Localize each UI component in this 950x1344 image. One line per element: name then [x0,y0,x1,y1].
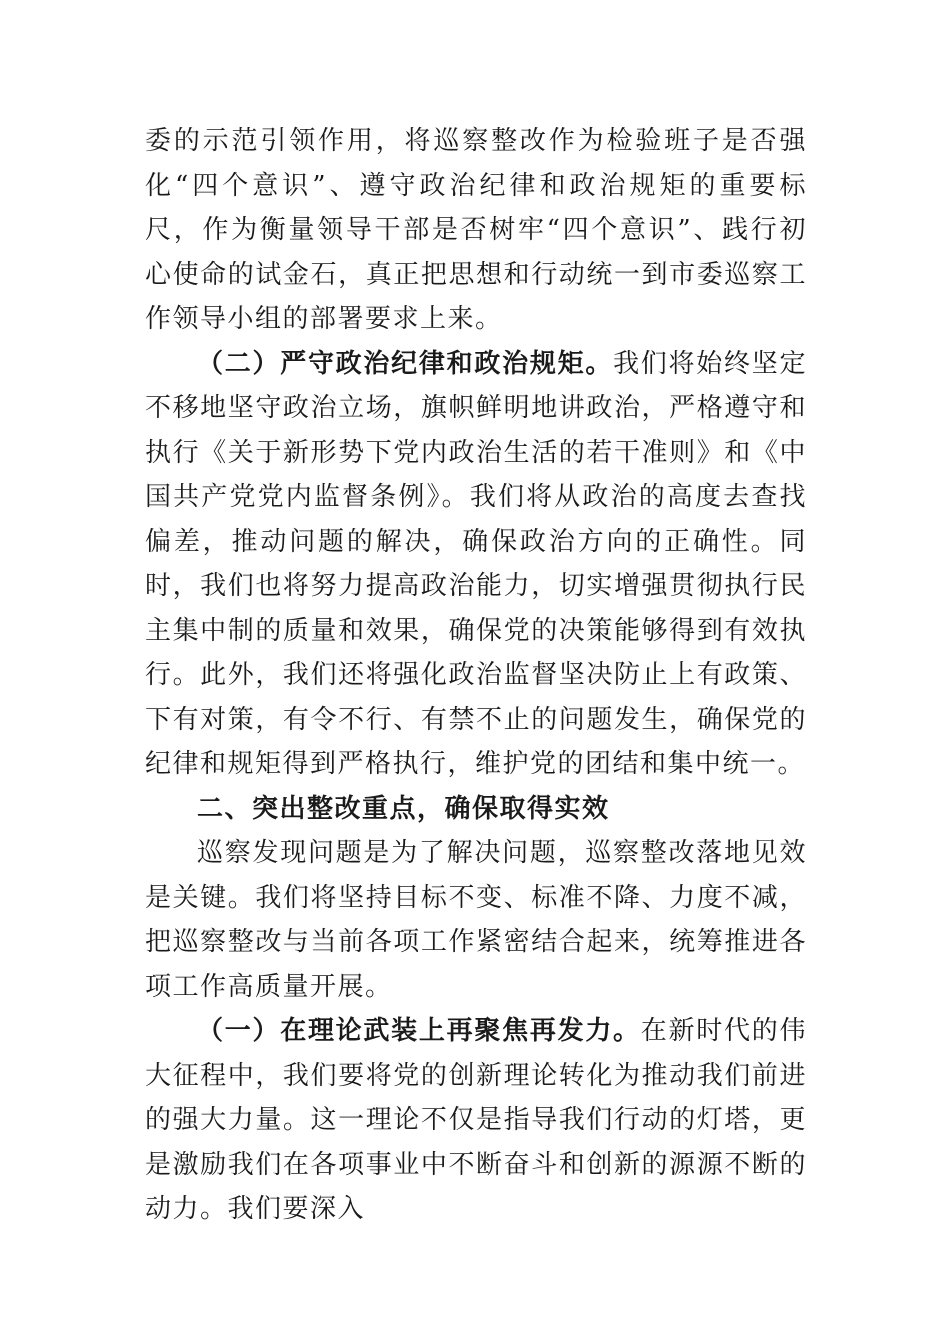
section-heading: 二、突出整改重点，确保取得实效 [197,793,610,824]
paragraph-political-discipline [145,342,807,787]
paragraph-lead-heading: （一）在理论武装上再聚焦再发力。 [197,1016,641,1046]
paragraph-text: 巡察发现问题是为了解决问题，巡察整改落地见效是关键。我们将坚持目标不变、标准不降、力度不减，把巡察整改与当前各项工作紧密结合起来，统筹推进各项工作高质量开展。 [145,838,807,1002]
paragraph-lead-heading: （二）严守政治纪律和政治规矩。 [197,348,614,379]
document-body [145,119,807,1232]
paragraph-theory-armament [145,1009,807,1232]
paragraph-text: 在新时代的伟大征程中，我们要将党的创新理论转化为推动我们前进的强大力量。这一理论不仅是指导我们行动的灯塔，更是激励我们在各项事业中不断奋斗和创新的源源不断的动力。我们要深入 [145,1016,807,1224]
paragraph-continuation [145,119,807,342]
paragraph-text: 委的示范引领作用，将巡察整改作为检验班子是否强化“四个意识”、遵守政治纪律和政治规矩的重要标尺，作为衡量领导干部是否树牢“四个意识”、践行初心使命的试金石，真正把思想和行动统一到市委巡察工作领导小组的部署要求上来。 [145,126,807,334]
paragraph-rectification-intro [145,831,807,1009]
paragraph-text: 我们将始终坚定不移地坚守政治立场，旗帜鲜明地讲政治，严格遵守和执行《关于新形势下党内政治生活的若干准则》和《中国共产党党内监督条例》。我们将从政治的高度去查找偏差，推动问题的解决，确保政治方向的正确性。同时，我们也将努力提高政治能力，切实增强贯彻执行民主集中制的质量和效果，确保党的决策能够得到有效执行。此外，我们还将强化政治监督坚决防止上有政策、下有对策，有令不行、有禁不止的问题发生，确保党的纪律和规矩得到严格执行，维护党的团结和集中统一。 [145,348,807,779]
